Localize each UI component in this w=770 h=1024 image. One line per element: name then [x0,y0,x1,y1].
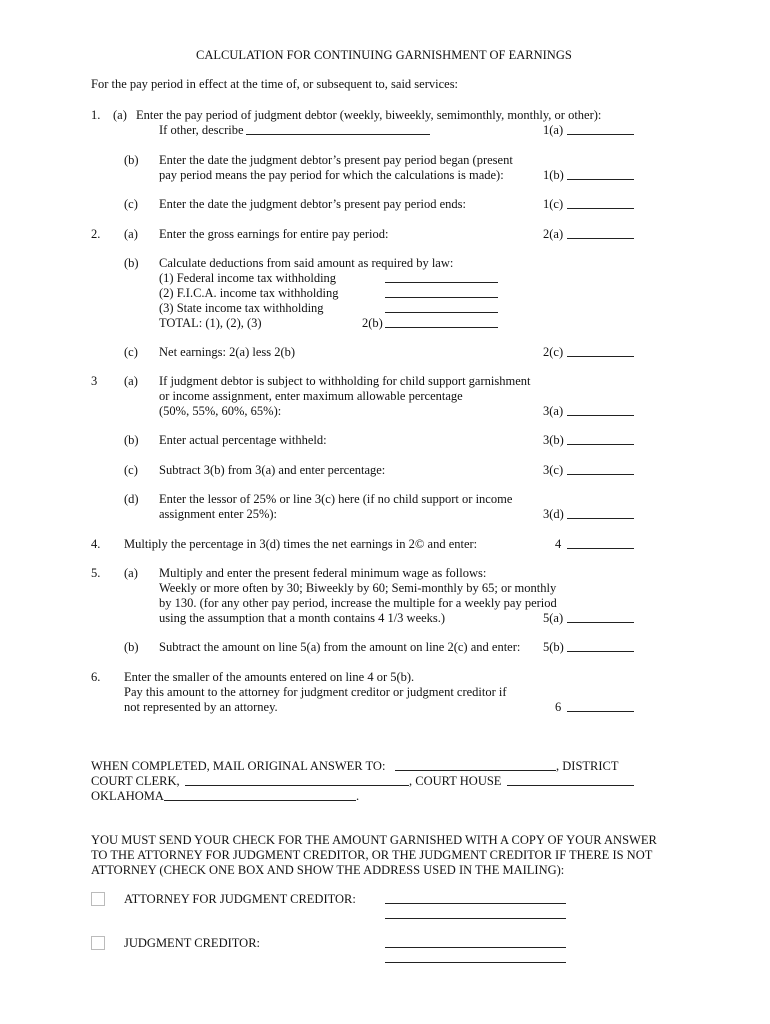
item-1b-text-2: pay period means the pay period for which the calculations is made): [159,168,504,182]
item-3c-ref: 3(c) [543,463,564,477]
item-5b-text: Subtract the amount on line 5(a) from the amount on line 2(c) and enter: [159,640,521,654]
item-2b-total-field[interactable] [385,327,498,328]
mail-period: . [356,789,360,803]
item-3b-text: Enter actual percentage withheld: [159,433,327,447]
item-6-text-3: not represented by an attorney. [124,700,278,714]
item-5a-text-4: using the assumption that a month contains 4 1/3 weeks.) [159,611,446,625]
mail-recipient-field[interactable] [395,770,556,771]
creditor-label: JUDGMENT CREDITOR: [124,936,261,950]
attorney-address-field-1[interactable] [385,903,566,904]
item-4-ref: 4 [555,537,562,551]
item-3b-ref: 3(b) [543,433,564,447]
mail-oklahoma: OKLAHOMA [91,789,164,803]
item-1b-field[interactable] [567,179,634,180]
intro-text: For the pay period in effect at the time of, or subsequent to, said services: [91,77,459,91]
mail-court-clerk-field[interactable] [185,785,409,786]
item-2b-state-field[interactable] [385,312,498,313]
item-1b-letter: (b) [124,153,139,167]
attorney-checkbox[interactable] [91,892,105,906]
item-2b-fica-field[interactable] [385,297,498,298]
mail-prefix: WHEN COMPLETED, MAIL ORIGINAL ANSWER TO: [91,759,386,773]
item-5a-ref: 5(a) [543,611,564,625]
item-2a-ref: 2(a) [543,227,564,241]
item-2a-field[interactable] [567,238,634,239]
item-5a-text-1: Multiply and enter the present federal minimum wage as follows: [159,566,487,580]
item-2b-federal: (1) Federal income tax withholding [159,271,337,285]
item-2c-field[interactable] [567,356,634,357]
item-1c-text: Enter the date the judgment debtor’s present pay period ends: [159,197,466,211]
item-3c-text: Subtract 3(b) from 3(a) and enter percentage: [159,463,386,477]
item-3a-text-3: (50%, 55%, 60%, 65%): [159,404,282,418]
item-3-number: 3 [91,374,98,388]
item-6-number: 6. [91,670,101,684]
item-1c-field[interactable] [567,208,634,209]
notice-line-1: YOU MUST SEND YOUR CHECK FOR THE AMOUNT GARNISHED WITH A COPY OF YOUR ANSWER [91,833,657,847]
item-1a-ref: 1(a) [543,123,564,137]
attorney-address-field-2[interactable] [385,918,566,919]
item-3a-text-1: If judgment debtor is subject to withholding for child support garnishment [159,374,531,388]
item-3b-letter: (b) [124,433,139,447]
item-3d-letter: (d) [124,492,139,506]
item-2a-letter: (a) [124,227,138,241]
item-1b-text-1: Enter the date the judgment debtor’s present pay period began (present [159,153,513,167]
mail-court-clerk: COURT CLERK, [91,774,180,788]
item-2c-text: Net earnings: 2(a) less 2(b) [159,345,296,359]
item-2-number: 2. [91,227,101,241]
notice-line-3: ATTORNEY (CHECK ONE BOX AND SHOW THE ADDRESS USED IN THE MAILING): [91,863,565,877]
item-2b-ref: 2(b) [362,316,383,330]
creditor-address-field-2[interactable] [385,962,566,963]
item-4-field[interactable] [567,548,634,549]
item-5a-text-3: by 130. (for any other pay period, increase the multiple for a weekly pay period [159,596,557,610]
item-3b-field[interactable] [567,444,634,445]
item-6-text-1: Enter the smaller of the amounts entered on line 4 or 5(b). [124,670,415,684]
mail-district: , DISTRICT [556,759,619,773]
mail-oklahoma-field[interactable] [164,800,356,801]
item-4-number: 4. [91,537,101,551]
item-1a-letter: (a) [113,108,127,122]
item-1a-field[interactable] [567,134,634,135]
item-3d-text-2: assignment enter 25%): [159,507,278,521]
item-2b-fica: (2) F.I.C.A. income tax withholding [159,286,339,300]
creditor-address-field-1[interactable] [385,947,566,948]
item-3d-field[interactable] [567,518,634,519]
item-4-text: Multiply the percentage in 3(d) times the net earnings in 2© and enter: [124,537,478,551]
item-2c-ref: 2(c) [543,345,564,359]
item-5a-letter: (a) [124,566,138,580]
item-6-field[interactable] [567,711,634,712]
item-3c-letter: (c) [124,463,138,477]
item-1a-other-label: If other, describe [159,123,244,137]
item-2c-letter: (c) [124,345,138,359]
item-2a-text: Enter the gross earnings for entire pay period: [159,227,389,241]
item-1a-other-field[interactable] [246,134,430,135]
item-3a-ref: 3(a) [543,404,564,418]
item-3c-field[interactable] [567,474,634,475]
item-5a-field[interactable] [567,622,634,623]
item-5-number: 5. [91,566,101,580]
item-3a-text-2: or income assignment, enter maximum allowable percentage [159,389,463,403]
item-5b-ref: 5(b) [543,640,564,654]
item-3a-field[interactable] [567,415,634,416]
item-1c-ref: 1(c) [543,197,564,211]
item-2b-text: Calculate deductions from said amount as required by law: [159,256,454,270]
page-title: CALCULATION FOR CONTINUING GARNISHMENT OF EARNINGS [196,48,572,62]
item-3d-ref: 3(d) [543,507,564,521]
item-2b-federal-field[interactable] [385,282,498,283]
item-2b-total: TOTAL: (1), (2), (3) [159,316,262,330]
item-5b-field[interactable] [567,651,634,652]
item-1b-ref: 1(b) [543,168,564,182]
item-5a-text-2: Weekly or more often by 30; Biweekly by 60; Semi-monthly by 65; or monthly [159,581,557,595]
attorney-label: ATTORNEY FOR JUDGMENT CREDITOR: [124,892,356,906]
item-1c-letter: (c) [124,197,138,211]
mail-court-house: , COURT HOUSE [409,774,502,788]
item-3a-letter: (a) [124,374,138,388]
item-6-text-2: Pay this amount to the attorney for judgment creditor or judgment creditor if [124,685,507,699]
item-6-ref: 6 [555,700,562,714]
item-3d-text-1: Enter the lessor of 25% or line 3(c) here (if no child support or income [159,492,513,506]
notice-line-2: TO THE ATTORNEY FOR JUDGMENT CREDITOR, OR THE JUDGMENT CREDITOR IF THERE IS NOT [91,848,653,862]
creditor-checkbox[interactable] [91,936,105,950]
item-1a-text: Enter the pay period of judgment debtor (weekly, biweekly, semimonthly, monthly, or other): [136,108,602,122]
item-2b-state: (3) State income tax withholding [159,301,324,315]
item-5b-letter: (b) [124,640,139,654]
item-1-number: 1. [91,108,101,122]
item-2b-letter: (b) [124,256,139,270]
mail-court-house-field[interactable] [507,785,634,786]
